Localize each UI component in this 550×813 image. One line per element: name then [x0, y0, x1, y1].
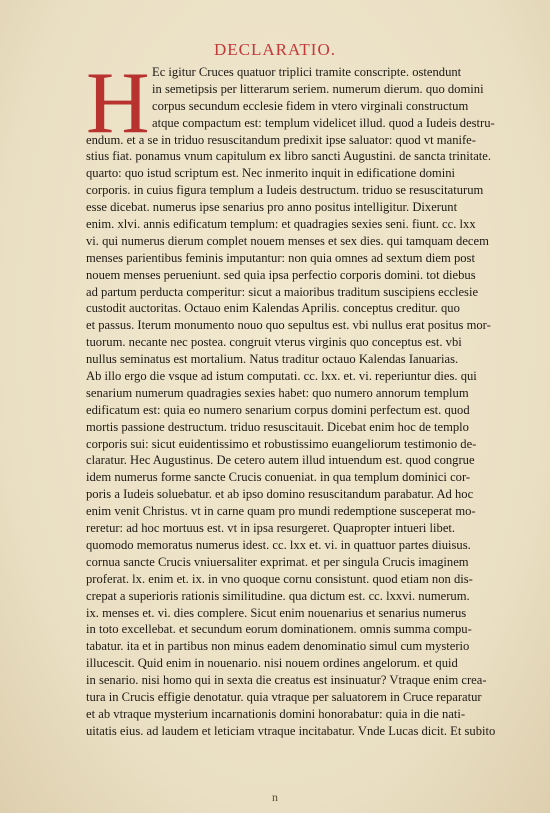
text-line: tuorum. necante nec postea. congruit vterus virginis quo conceptus est. vbi: [86, 335, 462, 350]
text-line: ad partum perducta comperitur: sicut a maioribus traditum suscipiens ecclesie: [86, 284, 479, 299]
text-line: quarto: quo istud scriptum est. Nec inmerito inquit in edificatione domini: [86, 166, 456, 181]
text-line: enim venit Christus. vt in carne quam pro mundi redemptione susceperat mo-: [86, 504, 476, 519]
text-line: nouem menses perueniunt. sed quia ipsa perfectio corporis domini. tot diebus: [86, 267, 476, 282]
body-text: [86, 55, 528, 740]
text-line: crepat a superioris rationis similitudine. qua dictum est. cc. lxxvi. numerum.: [86, 588, 470, 603]
text-line: endum. et a se in triduo resuscitandum predixit ipse saluator: quod vt manife-: [86, 132, 476, 147]
text-line: esse dicebat. numerus ipse senarius pro anno positus intelligitur. Dixerunt: [86, 200, 458, 215]
text-line: tabatur. ita et in partibus non minus eadem denominatio simul cum mysterio: [86, 639, 470, 654]
text-line: menses parientibus feminis imputantur: non quia omnes ad sextum diem post: [86, 250, 475, 265]
text-line: reretur: ad hoc mortuus est. vt in ipsa resurgeret. Quapropter intueri libet.: [86, 521, 456, 536]
text-line: idem numerus forme sancte Crucis conueniat. in qua templum dominici cor-: [86, 470, 471, 485]
text-line: corporis sui: sicut euidentissimo et robustissimo euangeliorum testimonio de-: [86, 436, 477, 451]
text-line: nullus seminatus est mortalium. Natus traditur octauo Kalendas Ianuarias.: [86, 352, 459, 367]
text-line: cornua sancte Crucis vniuersaliter exprimat. et per singula Crucis imaginem: [86, 554, 469, 569]
text-line: Ec igitur Cruces quatuor triplici tramite conscripte. ostendunt: [152, 65, 462, 79]
text-line: in semetipsis per litterarum seriem. numerum dierum. quo domini: [152, 81, 484, 96]
text-line: corporis. in cuius figura templum a Iudeis destructum. triduo se resuscitaturum: [86, 183, 484, 198]
page-signature-mark: n: [272, 790, 278, 804]
text-line: enim. xlvi. annis edificatum templum: et quadragies sexies seni. fiunt. cc. lxx: [86, 217, 476, 232]
text-line: quomodo memoratus numerus idest. cc. lxx et. vi. in quattuor partes diuisus.: [86, 537, 471, 552]
text-line: edificatum est: quia eo numero senarium corpus domini perfectum est. quod: [86, 402, 470, 417]
text-line: senarium numerum quadragies sexies habet: quo numero annorum templum: [86, 385, 469, 400]
text-line: stius fiat. ponamus vnum capitulum ex libro sancti Augustini. de sancta trinitate.: [86, 149, 492, 164]
text-line: vi. qui numerus dierum complet nouem menses et sex dies. qui tamquam decem: [86, 233, 489, 248]
text-line: et passus. Iterum monumento nouo quo sepultus est. vbi nullus erat positus mor-: [86, 318, 491, 333]
text-line: Ab illo ergo die vsque ad istum computati. cc. lxx. et. vi. reperiuntur dies. qui: [86, 369, 477, 384]
text-line: in toto excellebat. et secundum eorum dominationem. omnis summa compu-: [86, 622, 472, 637]
text-line: illucescit. Quid enim in nouenario. nisi nouem ordines angelorum. et quid: [86, 656, 458, 671]
text-line: proferat. lx. enim et. ix. in vno quoque cornu consistunt. quod etiam non dis-: [86, 571, 473, 586]
text-line: custodit auctoritas. Octauo enim Kalendas Aprilis. conceptus creditur. quo: [86, 301, 460, 316]
text-line: et ab vtraque mysterium incarnationis domini honorabatur: quia in die nati-: [86, 706, 466, 721]
text-line: atque compactum est: templum videlicet illud. quod a Iudeis destru-: [152, 115, 495, 130]
chapter-heading: DECLARATIO.: [214, 40, 336, 59]
text-line: claratur. Hec Augustinus. De cetero autem illud intuendum est. quod congrue: [86, 453, 475, 468]
text-line: uitatis eius. ad laudem et leticiam vtraque incitabatur. Vnde Lucas dicit. Et subito: [86, 723, 496, 738]
text-line: tura in Crucis effigie denotatur. quia vtraque per saluatorem in Cruce reparatur: [86, 689, 482, 704]
text-line: mortis passione destructum. triduo resuscitauit. Dicebat enim hoc de templo: [86, 419, 469, 434]
text-line: poris a Iudeis soluebatur. et ab ipso domino resuscitandum parabatur. Ad hoc: [86, 487, 474, 502]
text-line: ix. menses et. vi. dies complere. Sicut enim nouenarius et senarius numerus: [86, 605, 467, 620]
text-line: corpus secundum ecclesie fidem in vtero virginali constructum: [152, 98, 469, 113]
decorated-initial: H: [86, 55, 150, 152]
text-line: in senario. nisi homo qui in sexta die creatus est insinuatur? Vtraque enim crea-: [86, 673, 487, 688]
